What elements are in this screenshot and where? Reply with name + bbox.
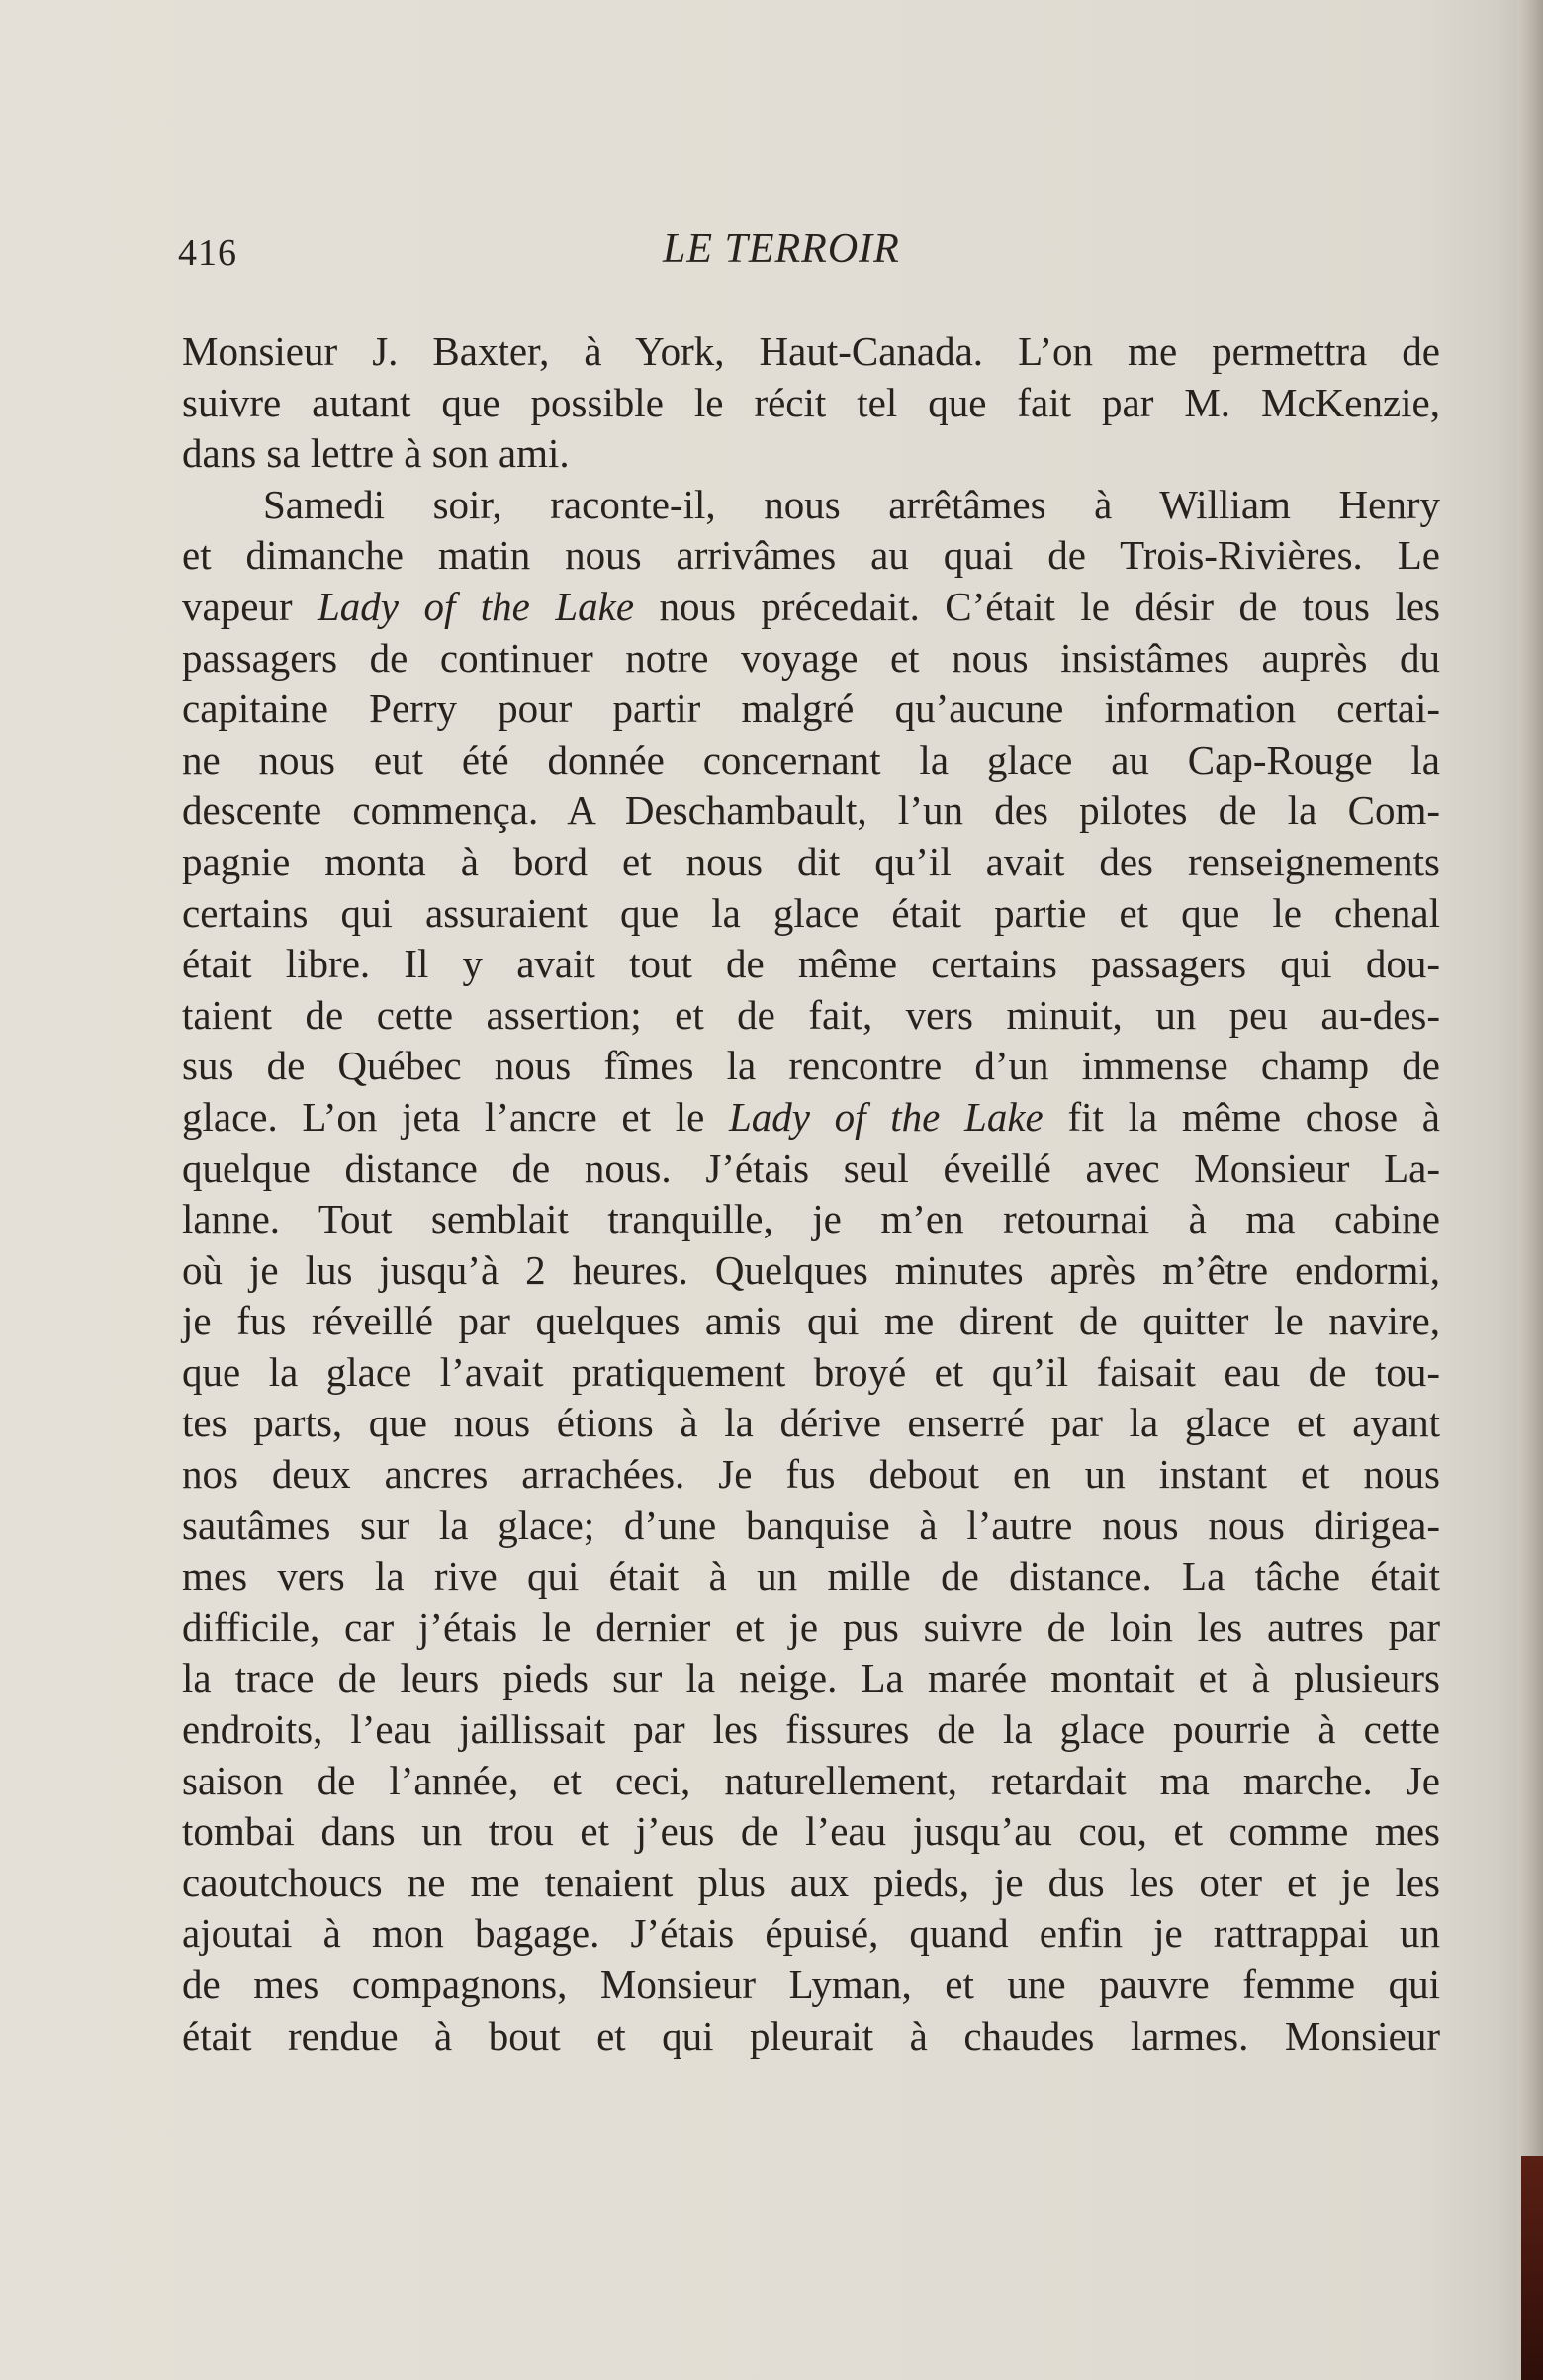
body-text (182, 326, 1440, 2061)
text-line: quelque distance de nous. J’étais seul éveillé avec Monsieur La- (182, 1144, 1440, 1191)
text-line: était libre. Il y avait tout de même certains passagers qui dou- (182, 941, 1440, 987)
text-line: capitaine Perry pour partir malgré qu’aucune information certai- (182, 686, 1440, 732)
page-number: 416 (178, 232, 237, 274)
italic-ship-name: Lady of the Lake (318, 583, 635, 629)
text-line: je fus réveillé par quelques amis qui me dirent de quitter le navire, (182, 1298, 1440, 1344)
text-segment: glace. L’on jeta l’ancre et le (182, 1093, 729, 1140)
text-line: mes vers la rive qui était à un mille de distance. La tâche était (182, 1553, 1440, 1600)
text-line: ne nous eut été donnée concernant la glace au Cap-Rouge la (182, 736, 1440, 782)
text-line: que la glace l’avait pratiquement broyé et qu’il faisait eau de tou- (182, 1348, 1440, 1395)
text-line: certains qui assuraient que la glace était partie et que le chenal (182, 889, 1440, 936)
text-line: endroits, l’eau jaillissait par les fissures de la glace pourrie à cette (182, 1706, 1440, 1753)
text-line: sus de Québec nous fîmes la rencontre d’un immense champ de (182, 1043, 1440, 1089)
text-line: tes parts, que nous étions à la dérive enserré par la glace et ayant (182, 1400, 1440, 1446)
text-line: où je lus jusqu’à 2 heures. Quelques minutes après m’être endormi, (182, 1246, 1440, 1293)
text-line: Samedi soir, raconte-il, nous arrêtâmes à William Henry (263, 481, 1440, 527)
text-line: dans sa lettre à son ami. (182, 430, 570, 477)
text-line: suivre autant que possible le récit tel que fait par M. McKenzie, (182, 379, 1440, 425)
text-line (182, 1092, 1440, 1144)
text-segment: vapeur (182, 583, 318, 629)
text-line: descente commença. A Deschambault, l’un des pilotes de la Com- (182, 787, 1440, 834)
text-line: était rendue à bout et qui pleurait à chaudes larmes. Monsieur (182, 2012, 1440, 2059)
running-title: LE TERROIR (663, 227, 900, 272)
text-line: et dimanche matin nous arrivâmes au quai de Trois-Rivières. Le (182, 532, 1440, 579)
text-line: lanne. Tout semblait tranquille, je m’en retournai à ma cabine (182, 1196, 1440, 1242)
text-line: tombai dans un trou et j’eus de l’eau jusqu’au cou, et comme mes (182, 1808, 1440, 1855)
text-line: la trace de leurs pieds sur la neige. La marée montait et à plusieurs (182, 1655, 1440, 1701)
page-edge-shadow (1517, 0, 1543, 2380)
page-header (178, 222, 1434, 291)
text-line: passagers de continuer notre voyage et nous insistâmes auprès du (182, 634, 1440, 681)
text-line: pagnie monta à bord et nous dit qu’il avait des renseignements (182, 838, 1440, 884)
text-line: difficile, car j’étais le dernier et je pus suivre de loin les autres par (182, 1603, 1440, 1650)
text-line: de mes compagnons, Monsieur Lyman, et une pauvre femme qui (182, 1962, 1440, 2007)
text-line: ajoutai à mon bagage. J’étais épuisé, quand enfin je rattrappai un (182, 1910, 1440, 1957)
binding-edge (1521, 2156, 1543, 2380)
text-line: nos deux ancres arrachées. Je fus debout en un instant et nous (182, 1451, 1440, 1498)
italic-ship-name: Lady of the Lake (728, 1093, 1044, 1140)
text-line: caoutchoucs ne me tenaient plus aux pieds, je dus les oter et je les (182, 1859, 1440, 1905)
text-segment: fit la même chose à (1043, 1093, 1440, 1140)
text-line: taient de cette assertion; et de fait, vers minuit, un peu au-des- (182, 991, 1440, 1038)
text-line (182, 582, 1440, 633)
text-segment: nous précedait. C’était le désir de tous les (634, 583, 1440, 629)
text-line: saison de l’année, et ceci, naturellement, retardait ma marche. Je (182, 1757, 1440, 1803)
text-line: Monsieur J. Baxter, à York, Haut-Canada. L’on me permettra de (182, 328, 1440, 374)
text-line: sautâmes sur la glace; d’une banquise à l’autre nous nous dirigea- (182, 1502, 1440, 1548)
